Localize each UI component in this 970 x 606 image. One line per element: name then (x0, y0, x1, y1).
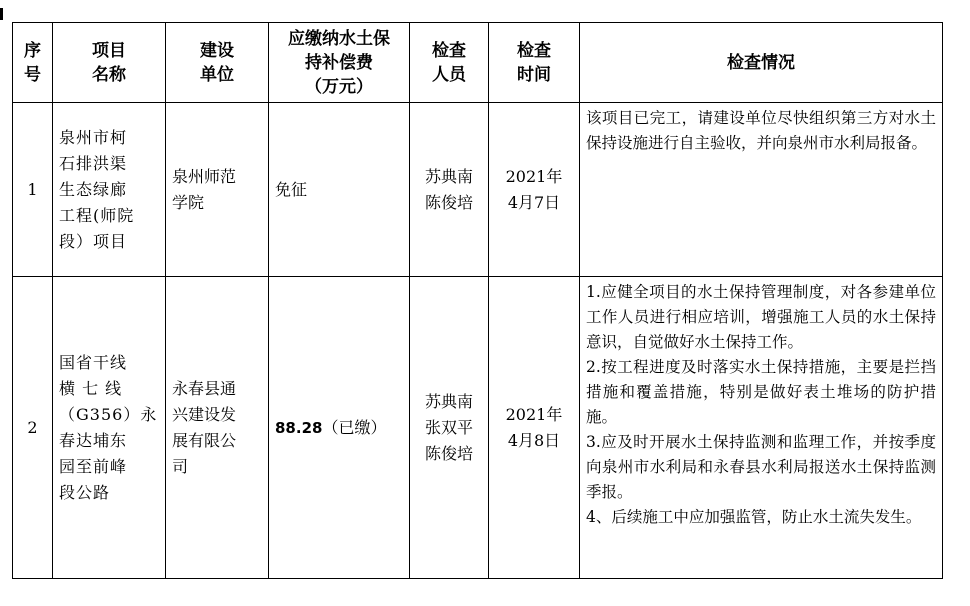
cell-text: 2021年 (505, 404, 563, 424)
cell-text: 春达埔东 (59, 430, 128, 450)
header-text: 号 (24, 64, 41, 85)
cell-text: 兴建设发 (172, 404, 237, 424)
cell-serial-no: 1 (13, 103, 53, 277)
cell-text: 段公路 (59, 482, 111, 502)
table-row (13, 277, 943, 579)
cell-compensation-fee (269, 103, 410, 277)
cell-text: 1.应健全项目的水土保持管理制度，对各参建单位工作人员进行相应培训，增强施工人员的水土保持意识，自觉做好水土保持工作。 (586, 283, 936, 351)
header-text: 项目 (92, 40, 126, 61)
cell-text: 国省干线 (59, 352, 128, 372)
cell-text: 4月8日 (507, 430, 561, 450)
header-text: 应缴纳水土保 (288, 28, 390, 49)
cell-text: 学院 (172, 192, 205, 212)
header-text: 序 (24, 40, 41, 61)
header-project-name (53, 23, 166, 103)
cell-compensation-fee (269, 277, 410, 579)
cell-text: 司 (172, 456, 189, 476)
fee-value: 88.28 (275, 418, 323, 437)
header-text: 检查 (432, 40, 466, 61)
cell-text: 横 七 线 (59, 378, 123, 398)
header-text: 人员 (432, 64, 466, 85)
cell-text: 泉州师范 (172, 166, 237, 186)
cell-inspection-time (489, 277, 580, 579)
cell-project-name (53, 103, 166, 277)
cell-text: 泉州市柯 (59, 127, 128, 147)
cell-text: 生态绿廊 (59, 179, 128, 199)
cell-text: 3.应及时开展水土保持监测和监理工作，并按季度向泉州市水利局和永春县水利局报送水土保持监测季报。 (586, 433, 936, 501)
cell-project-name (53, 277, 166, 579)
cell-text: 苏典南 (424, 391, 473, 411)
header-serial-no (13, 23, 53, 103)
cell-text: 工程(师院 (59, 205, 135, 225)
header-inspectors (410, 23, 489, 103)
fee-status: 免征 (275, 179, 308, 199)
table-row (13, 103, 943, 277)
header-inspection-situation: 检查情况 (580, 23, 943, 103)
cell-serial-no: 2 (13, 277, 53, 579)
table-header-row (13, 23, 943, 103)
cell-text: 石排洪渠 (59, 153, 128, 173)
cell-inspectors (410, 103, 489, 277)
cell-text: 园至前峰 (59, 456, 128, 476)
inspection-table (12, 22, 943, 579)
header-text: 建设 (200, 40, 234, 61)
header-text: 持补偿费 (305, 52, 373, 73)
header-text: 名称 (92, 64, 126, 85)
cell-inspection-time (489, 103, 580, 277)
cell-construction-unit (166, 277, 269, 579)
cell-text: 4、后续施工中应加强监管，防止水土流失发生。 (586, 508, 922, 526)
cell-text: 展有限公 (172, 430, 237, 450)
cell-inspection-situation (580, 103, 943, 277)
header-construction-unit (166, 23, 269, 103)
page-edge-mark (0, 8, 3, 20)
header-compensation-fee (269, 23, 410, 103)
cell-text: 陈俊培 (424, 192, 473, 212)
cell-inspectors (410, 277, 489, 579)
header-inspection-time (489, 23, 580, 103)
cell-text: 段）项目 (59, 231, 128, 251)
cell-text: 陈俊培 (424, 443, 473, 463)
header-text: 时间 (517, 64, 551, 85)
cell-text: （G356）永 (59, 404, 158, 424)
cell-construction-unit (166, 103, 269, 277)
cell-text: 2.按工程进度及时落实水土保持措施，主要是拦挡措施和覆盖措施，特别是做好表土堆场的防护措施。 (586, 358, 936, 426)
cell-text: 4月7日 (507, 192, 561, 212)
cell-text: 永春县通 (172, 378, 237, 398)
cell-text: 苏典南 (424, 166, 473, 186)
header-text: 检查 (517, 40, 551, 61)
cell-text: 张双平 (424, 417, 473, 437)
fee-status: （已缴） (322, 417, 387, 437)
header-text: 单位 (200, 64, 234, 85)
cell-inspection-situation (580, 277, 943, 579)
cell-text: 2021年 (505, 166, 563, 186)
header-text: （万元） (305, 76, 373, 97)
cell-text: 该项目已完工，请建设单位尽快组织第三方对水土保持设施进行自主验收，并向泉州市水利局报备。 (586, 109, 936, 152)
